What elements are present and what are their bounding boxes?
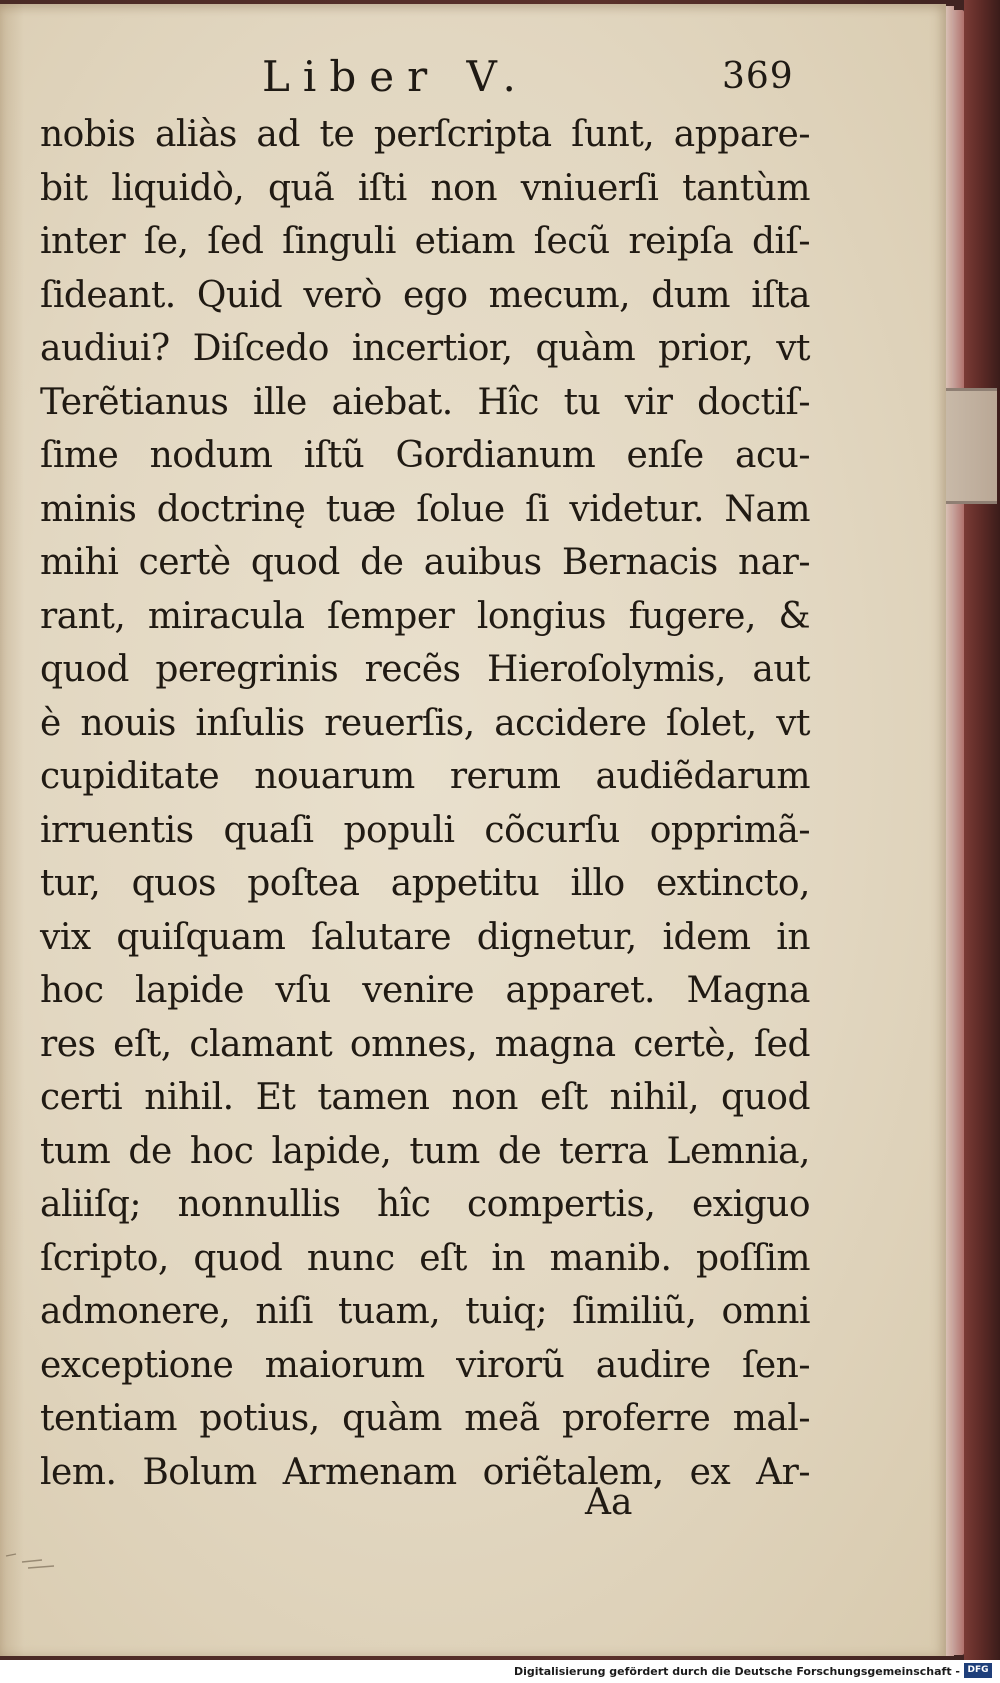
- text-line: cupiditate nouarum rerum audiẽdarum: [40, 756, 810, 797]
- text-line: res eſt, clamant omnes, magna certè, ſed: [40, 1023, 810, 1065]
- cover-edge: [964, 0, 1000, 1660]
- running-head-title: Liber V.: [262, 52, 529, 101]
- text-line: admonere, niſi tuam, tuiq; ſimiliũ, omni: [40, 1291, 810, 1332]
- dfg-logo: DFG: [964, 1663, 992, 1678]
- text-line: ſideant. Quid verò ego mecum, dum iſta: [40, 274, 810, 316]
- text-line: exceptione maiorum virorũ audire ſen-: [40, 1344, 810, 1386]
- text-line: irruentis quaſi populi cõcurſu opprimã-: [40, 809, 810, 851]
- running-head: [0, 52, 946, 112]
- text-line: ſcripto, quod nunc eſt in manib. poſſim: [40, 1237, 810, 1279]
- page-number: 369: [722, 56, 794, 97]
- text-line: è nouis inſulis reuerſis, accidere ſolet, vt: [40, 702, 810, 744]
- text-line: hoc lapide vſu venire apparet. Magna: [40, 970, 810, 1011]
- text-line: tur, quos poſtea appetitu illo extincto,: [40, 863, 810, 904]
- text-line: Terẽtianus ille aiebat. Hîc tu vir doctiſ-: [40, 381, 810, 423]
- page-edges-red: [952, 10, 964, 1655]
- text-line: lem. Bolum Armenam oriẽtalem, ex Ar-: [40, 1451, 810, 1493]
- footer-bar: [0, 1660, 1000, 1683]
- text-line: vix quiſquam ſalutare dignetur, idem in: [40, 916, 810, 958]
- text-line: bit liquidò, quã iſti non vniuerſi tantùm: [40, 167, 810, 209]
- text-line: certi nihil. Et tamen non eſt nihil, quod: [40, 1077, 810, 1118]
- body-text: [40, 108, 810, 1499]
- text-line: aliiſq; nonnullis hîc compertis, exiguo: [40, 1184, 810, 1225]
- text-line: rant, miracula ſemper longius fugere, &: [40, 595, 810, 637]
- catchword: Aa: [585, 1482, 633, 1523]
- text-line: tentiam potius, quàm meã proferre mal-: [40, 1398, 810, 1439]
- pencil-marks: [2, 1544, 82, 1584]
- text-line: audiui? Diſcedo incertior, quàm prior, vt: [40, 328, 810, 369]
- text-line: quod peregrinis recẽs Hieroſolymis, aut: [40, 649, 810, 690]
- book-page: [0, 4, 946, 1656]
- text-line: tum de hoc lapide, tum de terra Lemnia,: [40, 1130, 810, 1172]
- footer-credit: Digitalisierung gefördert durch die Deutsche Forschungsgemeinschaft -: [513, 1665, 960, 1678]
- text-line: minis doctrinę tuæ ſolue ſi videtur. Nam: [40, 488, 810, 530]
- text-line: ſime nodum iſtũ Gordianum enſe acu-: [40, 435, 810, 476]
- text-line: nobis aliàs ad te perſcripta ſunt, appare-: [40, 114, 810, 155]
- text-line: mihi certè quod de auibus Bernacis nar-: [40, 542, 810, 583]
- text-line: inter ſe, ſed ſinguli etiam ſecũ reipſa diſ-: [40, 221, 810, 262]
